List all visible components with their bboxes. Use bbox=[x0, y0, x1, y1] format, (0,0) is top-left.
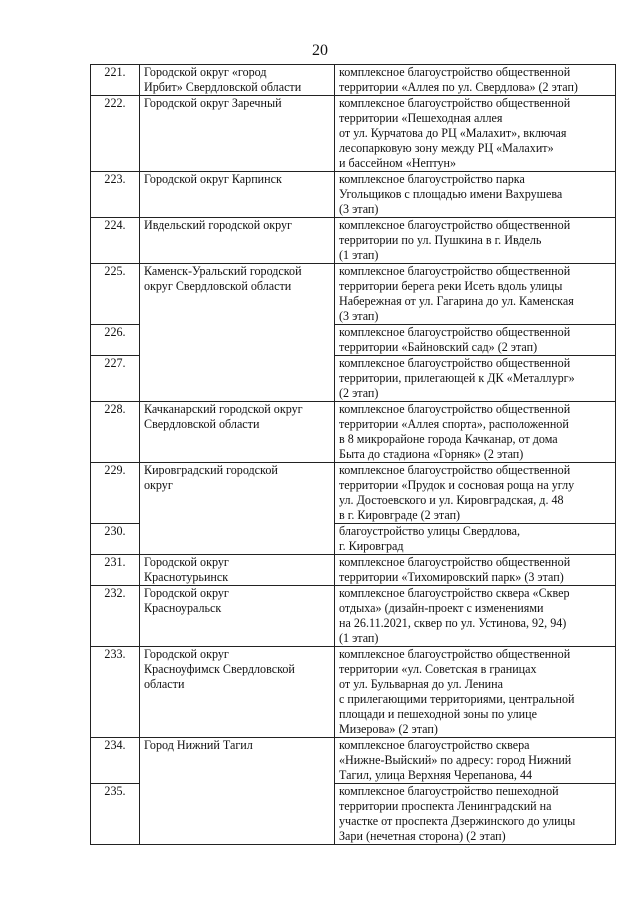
project-line: ул. Достоевского и ул. Кировградская, д. 48 bbox=[339, 493, 564, 507]
table-row bbox=[91, 586, 616, 647]
project-cell bbox=[335, 647, 616, 738]
project-cell bbox=[335, 555, 616, 586]
project-line: комплексное благоустройство общественной bbox=[339, 463, 571, 477]
project-line: территории «Аллея по ул. Свердлова» (2 этап) bbox=[339, 80, 578, 94]
project-line: (3 этап) bbox=[339, 202, 379, 216]
table-row bbox=[91, 555, 616, 586]
project-line: территории, прилегающей к ДК «Металлург» bbox=[339, 371, 575, 385]
municipality-line: Городской округ bbox=[144, 555, 229, 569]
project-line: от ул. Бульварная до ул. Ленина bbox=[339, 677, 503, 691]
municipality-cell bbox=[140, 172, 335, 218]
registry-table bbox=[90, 64, 616, 845]
row-number: 232. bbox=[91, 586, 140, 647]
project-line: Набережная от ул. Гагарина до ул. Каменская bbox=[339, 294, 574, 308]
project-line: комплексное благоустройство общественной bbox=[339, 647, 571, 661]
municipality-line: Свердловской области bbox=[144, 417, 260, 431]
project-line: (2 этап) bbox=[339, 386, 379, 400]
project-line: территории «ул. Советская в границах bbox=[339, 662, 537, 676]
project-cell bbox=[335, 402, 616, 463]
project-line: (1 этап) bbox=[339, 248, 379, 262]
table-row bbox=[91, 96, 616, 172]
project-line: территории «Пешеходная аллея bbox=[339, 111, 503, 125]
row-number: 233. bbox=[91, 647, 140, 738]
project-line: комплексное благоустройство общественной bbox=[339, 96, 571, 110]
municipality-line: Краснотурьинск bbox=[144, 570, 229, 584]
project-line: Мизерова» (2 этап) bbox=[339, 722, 438, 736]
project-line: Угольщиков с площадью имени Вахрушева bbox=[339, 187, 563, 201]
municipality-line: округ bbox=[144, 478, 173, 492]
row-number: 223. bbox=[91, 172, 140, 218]
row-number: 235. bbox=[91, 784, 140, 845]
municipality-cell bbox=[140, 586, 335, 647]
table-row bbox=[91, 264, 616, 325]
project-cell bbox=[335, 172, 616, 218]
project-cell bbox=[335, 96, 616, 172]
project-line: территории «Байновский сад» (2 этап) bbox=[339, 340, 538, 354]
row-number: 224. bbox=[91, 218, 140, 264]
row-number: 222. bbox=[91, 96, 140, 172]
project-line: (3 этап) bbox=[339, 309, 379, 323]
project-line: территории «Аллея спорта», расположенной bbox=[339, 417, 569, 431]
project-line: г. Кировград bbox=[339, 539, 404, 553]
municipality-line: Красноуральск bbox=[144, 601, 222, 615]
project-line: комплексное благоустройство общественной bbox=[339, 325, 571, 339]
municipality-line: Городской округ bbox=[144, 586, 229, 600]
municipality-cell bbox=[140, 402, 335, 463]
project-line: комплексное благоустройство общественной bbox=[339, 402, 571, 416]
project-line: комплексное благоустройство общественной bbox=[339, 356, 571, 370]
municipality-line: Ивдельский городской округ bbox=[144, 218, 293, 232]
municipality-cell bbox=[140, 65, 335, 96]
project-cell bbox=[335, 65, 616, 96]
municipality-line: Городской округ Карпинск bbox=[144, 172, 282, 186]
project-line: с прилегающими территориями, центральной bbox=[339, 692, 575, 706]
project-line: участке от проспекта Дзержинского до улицы bbox=[339, 814, 576, 828]
project-line: от ул. Курчатова до РЦ «Малахит», включая bbox=[339, 126, 567, 140]
municipality-cell bbox=[140, 555, 335, 586]
project-line: территории проспекта Ленинградский на bbox=[339, 799, 552, 813]
row-number: 221. bbox=[91, 65, 140, 96]
table-row bbox=[91, 172, 616, 218]
row-number: 225. bbox=[91, 264, 140, 325]
project-line: комплексное благоустройство пешеходной bbox=[339, 784, 559, 798]
project-cell bbox=[335, 218, 616, 264]
municipality-line: области bbox=[144, 677, 185, 691]
project-line: в 8 микрорайоне города Качканар, от дома bbox=[339, 432, 558, 446]
project-line: комплексное благоустройство общественной bbox=[339, 218, 571, 232]
municipality-cell bbox=[140, 96, 335, 172]
project-line: площади и пешеходной зоны по улице bbox=[339, 707, 537, 721]
project-line: территории «Прудок и сосновая роща на углу bbox=[339, 478, 575, 492]
row-number: 231. bbox=[91, 555, 140, 586]
project-cell bbox=[335, 738, 616, 784]
project-line: на 26.11.2021, сквер по ул. Устинова, 92, 94) bbox=[339, 616, 567, 630]
municipality-cell bbox=[140, 647, 335, 738]
project-line: в г. Кировграде (2 этап) bbox=[339, 508, 461, 522]
municipality-line: Городской округ «город bbox=[144, 65, 267, 79]
table-row bbox=[91, 402, 616, 463]
project-line: Зари (нечетная сторона) (2 этап) bbox=[339, 829, 506, 843]
project-cell bbox=[335, 325, 616, 356]
table-row bbox=[91, 463, 616, 524]
municipality-line: Каменск-Уральский городской bbox=[144, 264, 302, 278]
project-line: лесопарковую зону между РЦ «Малахит» bbox=[339, 141, 554, 155]
municipality-line: Город Нижний Тагил bbox=[144, 738, 253, 752]
project-line: отдыха» (дизайн-проект с изменениями bbox=[339, 601, 544, 615]
project-cell bbox=[335, 586, 616, 647]
project-cell bbox=[335, 463, 616, 524]
project-line: территории «Тихомировский парк» (3 этап) bbox=[339, 570, 564, 584]
project-cell bbox=[335, 264, 616, 325]
municipality-line: Красноуфимск Свердловской bbox=[144, 662, 295, 676]
row-number: 227. bbox=[91, 356, 140, 402]
project-line: Быта до стадиона «Горняк» (2 этап) bbox=[339, 447, 524, 461]
project-line: комплексное благоустройство общественной bbox=[339, 65, 571, 79]
project-cell bbox=[335, 784, 616, 845]
project-line: территории берега реки Исеть вдоль улицы bbox=[339, 279, 563, 293]
municipality-line: Городской округ bbox=[144, 647, 229, 661]
project-line: комплексное благоустройство сквера «Сквер bbox=[339, 586, 570, 600]
table-row bbox=[91, 738, 616, 784]
project-cell bbox=[335, 356, 616, 402]
municipality-cell bbox=[140, 264, 335, 402]
page-number: 20 bbox=[312, 42, 328, 59]
table-row bbox=[91, 65, 616, 96]
project-line: комплексное благоустройство общественной bbox=[339, 264, 571, 278]
project-line: комплексное благоустройство парка bbox=[339, 172, 525, 186]
project-line: и бассейном «Нептун» bbox=[339, 156, 457, 170]
project-line: Тагил, улица Верхняя Черепанова, 44 bbox=[339, 768, 533, 782]
row-number: 228. bbox=[91, 402, 140, 463]
municipality-cell bbox=[140, 738, 335, 845]
row-number: 234. bbox=[91, 738, 140, 784]
municipality-line: округ Свердловской области bbox=[144, 279, 292, 293]
row-number: 226. bbox=[91, 325, 140, 356]
row-number: 230. bbox=[91, 524, 140, 555]
row-number: 229. bbox=[91, 463, 140, 524]
project-line: комплексное благоустройство сквера bbox=[339, 738, 530, 752]
table-row bbox=[91, 218, 616, 264]
municipality-cell bbox=[140, 218, 335, 264]
municipality-line: Кировградский городской bbox=[144, 463, 278, 477]
project-line: (1 этап) bbox=[339, 631, 379, 645]
project-line: благоустройство улицы Свердлова, bbox=[339, 524, 521, 538]
project-line: «Нижне-Выйский» по адресу: город Нижний bbox=[339, 753, 572, 767]
project-cell bbox=[335, 524, 616, 555]
project-line: территории по ул. Пушкина в г. Ивдель bbox=[339, 233, 542, 247]
project-line: комплексное благоустройство общественной bbox=[339, 555, 571, 569]
municipality-cell bbox=[140, 463, 335, 555]
municipality-line: Городской округ Заречный bbox=[144, 96, 282, 110]
table-row bbox=[91, 647, 616, 738]
municipality-line: Качканарский городской округ bbox=[144, 402, 303, 416]
municipality-line: Ирбит» Свердловской области bbox=[144, 80, 302, 94]
